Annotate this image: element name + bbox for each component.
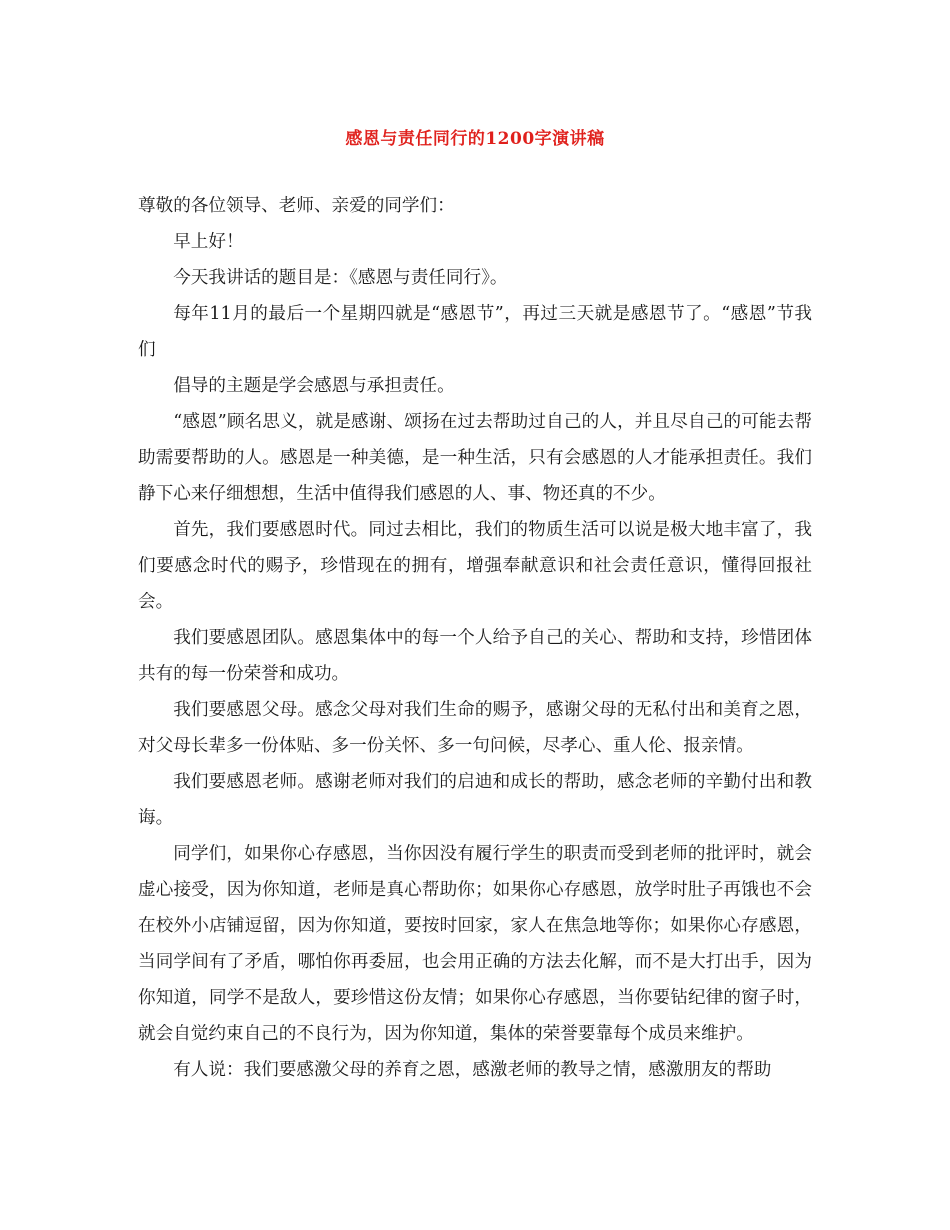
parents-paragraph: 我们要感恩父母。感念父母对我们生命的赐予，感谢父母的无私付出和美育之恩，对父母长辈多一份体贴、多一份关怀、多一句问候，尽孝心、重人伦、报亲情。 <box>138 700 812 756</box>
topic-paragraph: 今天我讲话的题目是：《感恩与责任同行》。 <box>173 268 508 288</box>
theme-paragraph: 倡导的主题是学会感恩与承担责任。 <box>173 376 455 396</box>
thanksgiving-paragraph: 每年11月的最后一个星期四就是“感恩节”，再过三天就是感恩节了。“感恩”节我们 <box>138 304 812 360</box>
document-body <box>138 188 812 1088</box>
gratitude-definition-paragraph: “感恩”顾名思义，就是感谢、颂扬在过去帮助过自己的人，并且尽自己的可能去帮助需要帮助的人。感恩是一种美德，是一种生活，只有会感恩的人才能承担责任。我们静下心来仔细想想，生活中值得我们感恩的人、事、物还真的不少。 <box>138 412 812 504</box>
teachers-paragraph: 我们要感恩老师。感谢老师对我们的启迪和成长的帮助，感念老师的辛勤付出和教诲。 <box>138 772 812 828</box>
greeting-paragraph: 早上好！ <box>173 232 244 252</box>
era-paragraph: 首先，我们要感恩时代。同过去相比，我们的物质生活可以说是极大地丰富了，我们要感念时代的赐予，珍惜现在的拥有，增强奉献意识和社会责任意识，懂得回报社会。 <box>138 520 812 612</box>
document-title: 感恩与责任同行的1200字演讲稿 <box>345 129 605 149</box>
students-paragraph: 同学们，如果你心存感恩，当你因没有履行学生的职责而受到老师的批评时，就会虚心接受，因为你知道，老师是真心帮助你；如果你心存感恩，放学时肚子再饿也不会在校外小店铺逗留，因为你知道，要按时回家，家人在焦急地等你；如果你心存感恩，当同学间有了矛盾，哪怕你再委屈，也会用正确的方法去化解，而不是大打出手，因为你知道，同学不是敌人，要珍惜这份友情；如果你心存感恩，当你要钻纪律的窗子时，就会自觉约束自己的不良行为，因为你知道，集体的荣誉要靠每个成员来维护。 <box>138 844 812 1044</box>
team-paragraph: 我们要感恩团队。感恩集体中的每一个人给予自己的关心、帮助和支持，珍惜团体共有的每一份荣誉和成功。 <box>138 628 812 684</box>
salutation-paragraph: 尊敬的各位领导、老师、亲爱的同学们： <box>138 196 455 216</box>
closing-paragraph: 有人说：我们要感激父母的养育之恩，感激老师的教导之情，感激朋友的帮助 <box>173 1060 772 1080</box>
